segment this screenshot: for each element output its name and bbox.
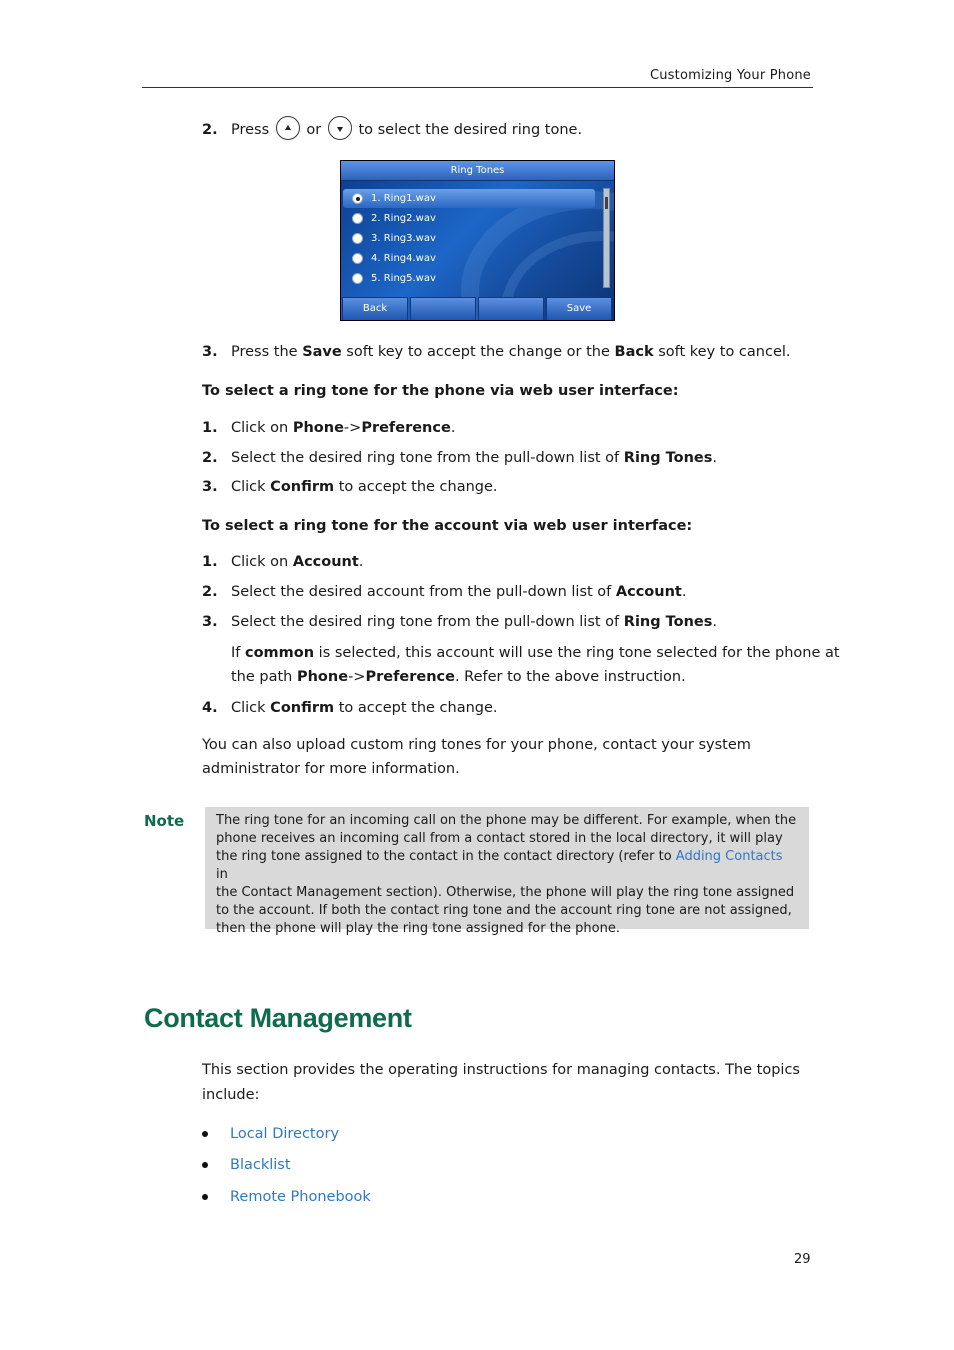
section-intro-line: This section provides the operating instructions for managing contacts. The topics (202, 1062, 800, 1078)
ring-tone-label: 2. Ring2.wav (371, 213, 436, 224)
note-line: then the phone will play the ring tone assigned for the phone. (216, 921, 620, 936)
ring-tone-item[interactable] (343, 189, 595, 208)
step-number: 4. (202, 700, 218, 716)
menu-term: Preference (361, 420, 451, 436)
header-rule (142, 87, 813, 88)
ring-tone-item[interactable] (343, 229, 595, 248)
step-number: 1. (202, 554, 218, 570)
ring-tone-item[interactable] (343, 269, 595, 288)
step-text: Click (231, 700, 271, 716)
step-text: Click (231, 479, 271, 495)
ring-tone-label: 4. Ring4.wav (371, 253, 436, 264)
step-text: to select the desired ring tone. (358, 122, 583, 138)
procedure-step (202, 420, 455, 436)
radio-selected-icon (352, 193, 363, 204)
step-text: . (681, 584, 687, 600)
local-directory-link[interactable]: Local Directory (230, 1126, 340, 1142)
menu-term: Preference (365, 669, 455, 685)
screen-title: Ring Tones (341, 161, 614, 181)
procedure-heading: To select a ring tone for the account via web user interface: (202, 518, 693, 534)
down-key-icon (328, 116, 352, 140)
menu-term: Account (615, 584, 682, 600)
step-save-back (202, 344, 791, 360)
phone-screen (340, 160, 615, 321)
step-text: to accept the change. (334, 479, 498, 495)
step-text: . (358, 554, 364, 570)
step-text: -> (343, 420, 362, 436)
step-number: 1. (202, 420, 218, 436)
step-note (231, 645, 840, 661)
procedure-step (202, 584, 686, 600)
procedure-step (202, 450, 717, 466)
adding-contacts-link[interactable]: Adding Contacts (675, 849, 783, 864)
radio-icon (352, 273, 363, 284)
bullet-icon (202, 1194, 208, 1200)
bullet-icon (202, 1131, 208, 1137)
menu-term: Phone (292, 420, 344, 436)
step-note (231, 669, 686, 685)
save-term: Save (302, 344, 342, 360)
note-text: the ring tone assigned to the contact in the contact directory (refer to (216, 849, 676, 864)
ring-tone-label: 1. Ring1.wav (371, 193, 436, 204)
softkey-empty[interactable] (478, 297, 544, 321)
step-text: is selected, this account will use the ring tone selected for the phone at (314, 645, 840, 661)
running-header: Customizing Your Phone (649, 68, 811, 83)
step-number: 3. (202, 479, 218, 495)
note-line (216, 848, 798, 884)
ring-tone-item[interactable] (343, 249, 595, 268)
bullet-item (202, 1189, 371, 1205)
menu-term: Ring Tones (623, 614, 713, 630)
step-text: soft key to accept the change or the (341, 344, 615, 360)
softkey-empty[interactable] (410, 297, 476, 321)
step-text: . (712, 450, 717, 466)
menu-term: Account (292, 554, 359, 570)
step-text: Click on (231, 420, 293, 436)
step-text: Select the desired ring tone from the pull-down list of (231, 614, 624, 630)
back-term: Back (614, 344, 654, 360)
step-text: to accept the change. (334, 700, 498, 716)
procedure-step (202, 614, 717, 630)
step-text: soft key to cancel. (653, 344, 791, 360)
note-line: to the account. If both the contact ring tone and the account ring tone are not assigned, (216, 903, 792, 918)
menu-term: Ring Tones (623, 450, 713, 466)
step-text: . (450, 420, 456, 436)
step-text: Press the (231, 344, 303, 360)
procedure-step (202, 479, 498, 495)
bullet-icon (202, 1162, 208, 1168)
bullet-item (202, 1157, 291, 1173)
procedure-step (202, 700, 498, 716)
note-line: the Contact Management section). Otherwise, the phone will play the ring tone assigned (216, 885, 795, 900)
menu-term: common (245, 645, 315, 661)
procedure-heading: To select a ring tone for the phone via web user interface: (202, 383, 679, 399)
note-line: phone receives an incoming call from a contact stored in the local directory, it will play (216, 831, 783, 846)
step-text: Press (231, 122, 270, 138)
step-text: Select the desired ring tone from the pull-down list of (231, 450, 624, 466)
ring-tone-item[interactable] (343, 209, 595, 228)
step-text: -> (348, 669, 366, 685)
up-key-icon (276, 116, 300, 140)
step-number: 2. (202, 584, 218, 600)
note-box (205, 807, 809, 936)
bullet-item (202, 1126, 339, 1142)
section-title: Contact Management (144, 1003, 412, 1033)
step-text: Click on (231, 554, 293, 570)
menu-term: Confirm (270, 479, 335, 495)
step-number: 2. (202, 450, 218, 466)
remote-phonebook-link[interactable]: Remote Phonebook (230, 1189, 371, 1205)
note-text: in (216, 867, 228, 882)
scrollbar[interactable] (603, 188, 610, 288)
step-number: 3. (202, 614, 218, 630)
menu-term: Confirm (270, 700, 335, 716)
radio-icon (352, 213, 363, 224)
step-text: or (306, 122, 322, 138)
body-paragraph-line: administrator for more information. (202, 761, 460, 777)
note-line: The ring tone for an incoming call on the phone may be different. For example, when the (216, 813, 797, 828)
page-number: 29 (794, 1252, 811, 1267)
step-text: the path (231, 669, 297, 685)
step-press-keys (202, 120, 582, 140)
step-text: If (231, 645, 245, 661)
blacklist-link[interactable]: Blacklist (230, 1157, 291, 1173)
ring-tone-label: 3. Ring3.wav (371, 233, 436, 244)
procedure-step (202, 554, 363, 570)
ring-tone-label: 5. Ring5.wav (371, 273, 436, 284)
step-number: 3. (202, 344, 218, 360)
softkey-back[interactable]: Back (342, 297, 408, 321)
scrollbar-thumb[interactable] (605, 197, 608, 209)
note-label: Note (144, 812, 185, 830)
step-number: 2. (202, 122, 218, 138)
step-text: . Refer to the above instruction. (454, 669, 686, 685)
softkey-save[interactable]: Save (546, 297, 612, 321)
step-text: . (712, 614, 717, 630)
section-intro-line: include: (202, 1087, 260, 1103)
step-text: Select the desired account from the pull-down list of (231, 584, 616, 600)
menu-term: Phone (296, 669, 349, 685)
radio-icon (352, 233, 363, 244)
radio-icon (352, 253, 363, 264)
body-paragraph-line: You can also upload custom ring tones for your phone, contact your system (202, 737, 751, 753)
